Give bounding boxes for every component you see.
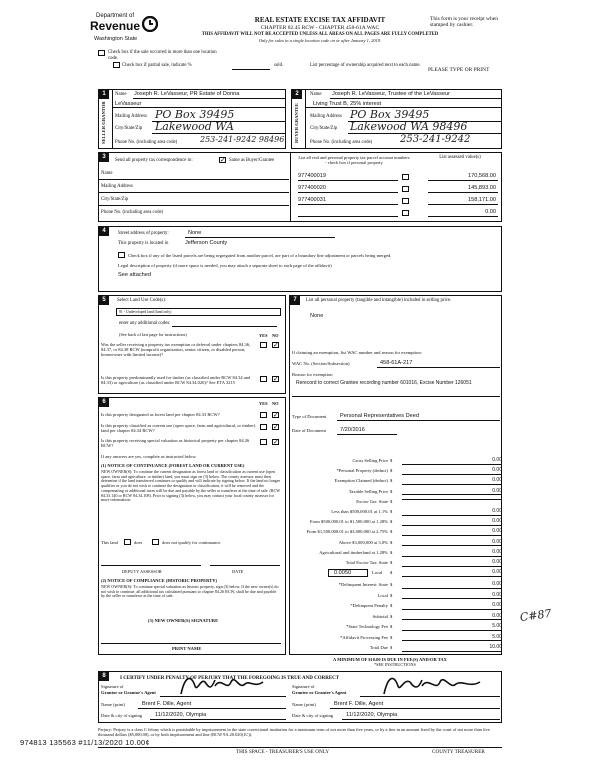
tax-row-label: *State Technology Fee xyxy=(346,624,388,629)
ownership-note: List percentage of ownership acquired next to each name. xyxy=(310,63,421,68)
seller-name-line1[interactable]: Joseph R. LeVasseur, PR Estate of Donna xyxy=(134,91,240,97)
sec6-no-header: NO xyxy=(272,401,279,406)
legal-label: Legal description of property (if more space is needed, you may attach a separate sheet to each page of the affidavit) xyxy=(118,263,332,268)
tax-row-label: Agricultural and timberland at 1.28% xyxy=(319,549,388,555)
sec6-q1: Is this property designated as forest land per chapter 84.33 RCW? xyxy=(101,412,220,417)
grantee-signature-scribble xyxy=(380,672,490,696)
street-label: Street address of property: xyxy=(118,231,169,236)
grantee-name-label: Name (print) xyxy=(292,702,316,707)
section-5-number: 5 xyxy=(99,296,109,305)
tax-row-label: Less than $500,000.01 at 1.1% xyxy=(331,509,388,514)
tax-row-amount[interactable]: 0.00 xyxy=(402,560,502,567)
does-label: does xyxy=(134,540,143,545)
assessed-value[interactable]: 170,568.00 xyxy=(468,173,496,179)
grantee-sig-sublabel: Grantee or Grantee's Agent xyxy=(292,690,347,695)
receipt-note: This form is your receipt when stamped by cashier. xyxy=(430,16,498,29)
grantor-sig-label: Signature of xyxy=(101,684,124,689)
section-6-number: 6 xyxy=(99,398,109,407)
section-4-number: 4 xyxy=(99,227,109,236)
buyer-phone-label: Phone No. (including area code) xyxy=(310,140,373,145)
grantee-sig-label: Signature of xyxy=(292,684,315,689)
tax-row xyxy=(292,489,502,498)
dollar-sign: $ xyxy=(390,478,393,484)
dollar-sign: $ xyxy=(390,634,393,640)
tax-tail-row xyxy=(292,593,502,602)
land-use-label: Select Land Use Code(s): xyxy=(117,298,167,303)
multi-location-label: Check box if the sale occurred in more than one location code. xyxy=(108,50,217,61)
tax-row xyxy=(292,468,502,477)
assessed-value[interactable]: 145,893.00 xyxy=(468,185,496,191)
tax-tail-row xyxy=(292,645,502,654)
tax-row-label: Total Due xyxy=(369,645,388,650)
partial-sale-checkbox[interactable] xyxy=(113,62,120,68)
same-as-buyer-checkbox[interactable] xyxy=(219,157,226,163)
land-does-not-checkbox[interactable] xyxy=(152,539,159,545)
treasurer-stamp: 974813 135563 #11/13/2020 10.00¢ xyxy=(20,738,150,747)
dollar-sign: $ xyxy=(390,539,393,545)
tax-row-amount[interactable]: 0.00 xyxy=(402,489,502,496)
personal-property-checkbox[interactable] xyxy=(402,210,409,216)
tax-row-label: Local xyxy=(377,592,388,598)
assessed-header: List assessed value(s) xyxy=(439,155,481,160)
tax-tail-row xyxy=(292,614,502,623)
tax-row-label: From $500,000.01 to $1,500,000 at 1.28% xyxy=(309,519,388,525)
tax-row-label: Taxable Selling Price xyxy=(348,488,388,494)
tax-row-label: *Delinquent Interest: State xyxy=(338,582,388,587)
personal-property-value[interactable]: None xyxy=(310,313,324,319)
corr-phone-label: Phone No. (including area code) xyxy=(101,210,164,215)
see-back-note: (See back of last page for instructions) xyxy=(119,332,187,337)
tax-tail-row xyxy=(292,603,502,612)
dollar-sign: $ xyxy=(390,549,393,555)
sec5-q1: Was the seller receiving a property tax exemption or deferral under chapters 84.36, 84.37, or 84.38 RCW (nonprofit organization, senior citizen, or disabled person, homeowner with limited income)? xyxy=(101,342,251,358)
tax-row xyxy=(292,458,502,467)
grantee-date-value[interactable]: 11/12/2020, Olympia xyxy=(346,712,398,718)
single-location-note: Only for sales in a single location code on or after January 1, 2019. xyxy=(258,38,382,43)
tax-row-label: *Affidavit Processing Fee xyxy=(340,634,388,640)
tax-row-label: Exemption Claimed (deduct) xyxy=(334,478,388,484)
reason-value[interactable]: Rerecord to correct Grantee recording number 601016, Excise Number 126051 xyxy=(296,380,472,386)
seller-phone-label: Phone No. (including area code) xyxy=(115,140,178,145)
deputy-assessor-label: DEPUTY ASSESSOR xyxy=(122,569,162,574)
grantor-date-value[interactable]: 11/12/2020, Olympia xyxy=(155,712,207,718)
tax-tail-row xyxy=(292,624,502,633)
seller-city-value[interactable]: Lakewood WA xyxy=(155,120,234,133)
tax-row-label: Total Excise Tax: State xyxy=(345,560,388,565)
dollar-sign: $ xyxy=(390,645,393,650)
buyer-name-line1[interactable]: Joseph R. LeVasseur, Trustee of the LeVasseur xyxy=(332,91,450,97)
treasurer-space-label: THIS SPACE - TREASURER'S USE ONLY xyxy=(236,749,330,755)
dollar-sign: $ xyxy=(390,488,393,494)
form-chapter: CHAPTER 82.45 RCW - CHAPTER 458-61A WAC xyxy=(260,25,380,31)
additional-codes-label: enter any additional codes: xyxy=(119,321,171,326)
partial-sale-percent-line[interactable] xyxy=(232,69,270,70)
tax-row-amount[interactable]: 0.00 xyxy=(402,458,502,465)
form-title: REAL ESTATE EXCISE TAX AFFIDAVIT xyxy=(254,16,386,24)
minimum-note: A MINIMUM OF $10.00 IS DUE IN FEE(S) AND/OR TAX xyxy=(333,657,447,662)
type-or-print: PLEASE TYPE OR PRINT xyxy=(428,67,490,73)
seller-city-label: City/State/Zip xyxy=(115,126,143,131)
tax-row-amount[interactable]: 0.00 xyxy=(402,468,502,475)
print-name-label: PRINT NAME xyxy=(172,646,202,651)
grantor-name-label: Name (print) xyxy=(101,702,125,707)
buyer-city-label: City/State/Zip xyxy=(310,126,338,131)
any-yes-note: If any answers are yes, complete as instructed below. xyxy=(101,454,197,459)
section-8-number: 8 xyxy=(99,672,109,681)
parcel-row xyxy=(298,197,498,207)
grantor-date-label: Date & city of signing xyxy=(101,713,143,718)
buyer-mail-label: Mailing Address xyxy=(310,114,342,119)
deputy-date-label: DATE xyxy=(232,569,244,574)
located-in-value[interactable]: Jefferson County xyxy=(185,240,228,246)
personal-property-checkbox[interactable] xyxy=(402,174,409,180)
department-logo xyxy=(90,13,170,53)
tax-tail-row xyxy=(292,582,502,591)
dollar-sign: $ xyxy=(390,613,393,619)
exemption-claim-label: If claiming an exemption, list WAC number and reason for exemption: xyxy=(292,350,422,355)
state-text: Washington State xyxy=(94,36,138,42)
grantor-sig-sublabel: Grantor or Grantor's Agent xyxy=(101,690,156,695)
tax-row xyxy=(292,560,502,569)
tax-row-label: *Personal Property (deduct) xyxy=(336,468,388,474)
does-not-label: does not qualify for continuance. xyxy=(162,540,222,545)
seller-name-line2[interactable]: LeVasseur xyxy=(115,101,142,107)
dollar-sign: $ xyxy=(390,592,393,598)
parcel-header: List all real and personal property tax parcel account numbers - check box if personal property xyxy=(298,155,410,166)
correspondence-label: Send all property tax correspondence to: xyxy=(115,158,193,163)
assessed-value[interactable]: 0.00 xyxy=(485,209,496,215)
parcel-number[interactable]: 977400020 xyxy=(298,185,326,191)
tax-row-label: Subtotal xyxy=(372,613,388,619)
sec6-yes-header: YES xyxy=(259,401,268,406)
personal-property-checkbox[interactable] xyxy=(402,198,409,204)
sec6-q2-yes[interactable] xyxy=(260,424,267,430)
multi-location-checkbox[interactable] xyxy=(98,50,105,56)
assessed-value[interactable]: 158,171.00 xyxy=(468,197,496,203)
tax-row-amount[interactable]: 0.00 xyxy=(402,478,502,485)
buyer-mail-value[interactable]: PO Box 39495 xyxy=(350,108,430,121)
legal-value[interactable]: See attached xyxy=(118,272,151,278)
corr-name-label: Name xyxy=(101,171,113,176)
wac-label: WAC No. (Section/Subsection) xyxy=(292,361,350,366)
street-value[interactable]: None xyxy=(188,230,202,236)
dollar-sign: $ xyxy=(390,582,393,587)
dollar-sign: $ xyxy=(390,560,393,565)
tax-row-label: From $1,500,000.01 to $3,000,000 at 2.75% xyxy=(306,529,388,535)
county-treasurer-label: COUNTY TREASURER xyxy=(432,749,485,755)
dollar-sign: $ xyxy=(390,458,393,463)
doc-type-value[interactable]: Personal Representatives Deed xyxy=(340,413,419,419)
sec5-q2-no[interactable] xyxy=(272,376,279,382)
grantor-signature[interactable] xyxy=(175,672,275,696)
located-in-label: This property is located in xyxy=(118,241,169,246)
personal-property-label: List all personal property (tangible and intangible) included in selling price. xyxy=(306,298,452,303)
tax-row-amount[interactable]: 0.00 xyxy=(402,614,502,621)
land-use-value: 91 - Undeveloped land (land only) xyxy=(119,310,172,314)
sec5-q1-no[interactable] xyxy=(272,342,279,348)
grantor-signature-scribble xyxy=(175,672,275,696)
parcel-number[interactable]: 977400031 xyxy=(298,197,326,203)
parcel-row xyxy=(298,209,498,219)
tax-row-label: Gross Selling Price xyxy=(352,458,388,463)
local-tax-amount[interactable]: 0.00 xyxy=(402,570,502,577)
see-instructions-note: *SEE INSTRUCTIONS xyxy=(374,662,416,667)
certify-statement: I CERTIFY UNDER PENALTY OF PERJURY THAT THE FOREGOING IS TRUE AND CORRECT xyxy=(120,676,340,681)
dollar-sign: $ xyxy=(390,603,393,608)
segregated-label: Check box if any of the listed parcels are being segregated from another parcel, are part of a boundary line adjustment or parcels being merged. xyxy=(128,253,392,258)
personal-property-checkbox[interactable] xyxy=(402,186,409,192)
same-as-buyer-label: Same as Buyer/Grantee xyxy=(229,158,275,163)
tax-row-amount[interactable]: 0.00 xyxy=(402,593,502,600)
seller-name-label: Name xyxy=(115,92,127,97)
local-rate-value: 0.0050 xyxy=(334,570,352,576)
grantor-name-value[interactable]: Brent F. Dille, Agent xyxy=(142,701,192,707)
tax-row-amount[interactable]: 0.00 xyxy=(402,529,502,536)
corr-mail-label: Mailing Address xyxy=(101,184,133,189)
notice2-body: NEW OWNER(S): To continue special valuation as historic property, sign (3) below. If the new owner(s) do not wish to continue, all additional tax calculated pursuant to chapter 84.26 RCW, shall be due and payable by the seller or transferor at the time of sale. xyxy=(101,584,279,599)
sec5-no-header: NO xyxy=(272,333,279,338)
tax-row-amount[interactable] xyxy=(402,499,502,500)
dollar-sign: $ xyxy=(390,529,393,535)
doc-date-label: Date of Document xyxy=(292,428,326,433)
sec6-q3-yes[interactable] xyxy=(260,439,267,445)
tax-row-amount[interactable]: 0.00 xyxy=(402,519,502,526)
sold-label: sold. xyxy=(274,63,284,68)
new-owner-signature-title: (3) NEW OWNER(S) SIGNATURE xyxy=(148,618,219,623)
parcel-number[interactable]: 977400019 xyxy=(298,173,326,179)
parcel-row xyxy=(298,173,498,183)
sec6-q2: Is this property classified as current use (open space, farm and agricultural, or timber) land per chapter 84.34 RCW? xyxy=(101,423,256,434)
section-1-number: 1 xyxy=(99,90,109,99)
revenue-logo-icon xyxy=(142,16,158,32)
dept-big-text: Revenue xyxy=(90,19,141,33)
grantee-date-label: Date & city of signing xyxy=(292,713,334,718)
seller-side-label: SELLER GRANTOR xyxy=(101,101,106,145)
grantee-name-value[interactable]: Brent F. Dille, Agent xyxy=(334,701,384,707)
tax-tail-row xyxy=(292,635,502,644)
parcel-row xyxy=(298,185,498,195)
perjury-statement: Perjury: Perjury is a class C felony which is punishable by imprisonment in the state correctional institution for a maximum term of not more than five years, or by a fine in an amount fixed by the court of not more than five thousand dollars ($5,000.00), or by both imprisonment and fine (RCW 9A.20.020(1C)). xyxy=(98,727,490,738)
tax-row-label: Excise Tax: State xyxy=(356,498,388,504)
tax-row-amount[interactable]: 0.00 xyxy=(402,540,502,547)
sec6-q1-no[interactable] xyxy=(272,412,279,418)
seller-phone-value[interactable]: 253-241-9242 98496 xyxy=(200,135,285,144)
tax-row-amount[interactable]: 5.00 xyxy=(402,635,502,642)
sec6-q2-no[interactable] xyxy=(272,424,279,430)
dollar-sign: $ xyxy=(390,509,393,514)
tax-row xyxy=(292,478,502,487)
dollar-sign: $ xyxy=(390,498,393,504)
sec5-q2-yes[interactable] xyxy=(260,376,267,382)
sec6-q3: Is this property receiving special valuation as historical property per chapter 84.26 RCW? xyxy=(101,438,250,449)
corr-city-label: City/State/Zip xyxy=(101,197,129,202)
margin-note: C#87 xyxy=(519,606,553,625)
sec5-yes-header: YES xyxy=(259,333,268,338)
doc-type-label: Type of Document xyxy=(292,414,327,419)
local-rate-label: Local xyxy=(372,570,383,575)
wac-value[interactable]: 458-61A-217 xyxy=(380,360,413,366)
notice1-title: (1) NOTICE OF CONTINUANCE (FOREST LAND OR CURRENT USE) xyxy=(101,463,245,468)
tax-row-label: *Delinquent Penalty xyxy=(350,603,388,608)
notice2-title: (2) NOTICE OF COMPLIANCE (HISTORIC PROPERTY) xyxy=(101,578,217,583)
reason-label: Reason for exemption xyxy=(292,372,333,377)
section-7-number: 7 xyxy=(290,296,300,305)
buyer-city-value[interactable]: Lakewood WA 98496 xyxy=(350,120,468,133)
grantee-signature[interactable] xyxy=(380,672,490,696)
tax-row-local-rate: 0.0050 Local $ 0.00 xyxy=(292,570,502,579)
buyer-phone-value[interactable]: 253-241-9242 xyxy=(400,134,471,145)
partial-sale-label: Check box if partial sale, indicate % xyxy=(122,63,192,68)
section-3-number: 3 xyxy=(99,153,109,162)
land-does-checkbox[interactable] xyxy=(124,539,131,545)
sec5-q1-yes[interactable] xyxy=(260,342,267,348)
tax-row-amount[interactable]: 5.00 xyxy=(402,624,502,631)
tax-row xyxy=(292,550,502,559)
dollar-sign: $ xyxy=(390,519,393,525)
buyer-name-line2[interactable]: Living Trust B, 25% interest xyxy=(313,101,382,107)
tax-row xyxy=(292,529,502,538)
seller-mail-value[interactable]: PO Box 39495 xyxy=(155,108,235,121)
sec5-q2: Is this property predominantly used for timber (as classified under RCW 84.34 and 84.33) or agriculture (as classified under RCW 84.34.020)? See ETA 3215 xyxy=(101,375,251,386)
seller-mail-label: Mailing Address xyxy=(115,114,147,119)
section-2-number: 2 xyxy=(292,90,302,99)
sec6-q3-no[interactable] xyxy=(272,439,279,445)
tax-row-amount[interactable]: 0.00 xyxy=(402,603,502,610)
tax-row xyxy=(292,519,502,528)
sec6-q1-yes[interactable] xyxy=(260,412,267,418)
tax-row-amount[interactable]: 10.00 xyxy=(402,645,502,652)
tax-row xyxy=(292,499,502,508)
tax-row xyxy=(292,540,502,549)
buyer-side-label: BUYER GRANTEE xyxy=(294,103,299,143)
tax-row-amount[interactable]: 0.00 xyxy=(402,550,502,557)
segregated-checkbox[interactable] xyxy=(118,252,125,258)
form-warning: THIS AFFIDAVIT WILL NOT BE ACCEPTED UNLESS ALL AREAS ON ALL PAGES ARE FULLY COMPLETED xyxy=(201,32,439,37)
section-6-box xyxy=(98,397,286,655)
notice1-body: NEW OWNER(S): To continue the current designation as forest land or classification as current use (open space, farm and agriculture, or timber) land, you must sign on (3) below. The county assessor must then determine if the land transferred continues to qualify and will indicate by signing below. If the land no longer qualifies or you do not wish to continue the designation or classification, it will be removed and the compensating or additional taxes will be due and payable by the seller or transferor at the time of sale. (RCW 84.33.140 or RCW 84.34.108). Prior to signing (3) below, you may contact your local county assessor for more information. xyxy=(101,469,281,503)
tax-row-amount[interactable]: 0.00 xyxy=(402,509,502,516)
tax-row-label: Above $3,000,000 at 3.0% xyxy=(338,539,388,545)
dollar-sign: $ xyxy=(390,468,393,474)
dollar-sign: $ xyxy=(390,624,393,629)
buyer-name-label: Name xyxy=(310,92,322,97)
doc-date-value[interactable]: 7/20/2016 xyxy=(340,427,365,433)
this-land-label: This land xyxy=(101,540,118,545)
tax-row-amount[interactable]: 0.00 xyxy=(402,582,502,589)
dept-small-text: Department of xyxy=(96,13,135,19)
tax-row xyxy=(292,509,502,518)
